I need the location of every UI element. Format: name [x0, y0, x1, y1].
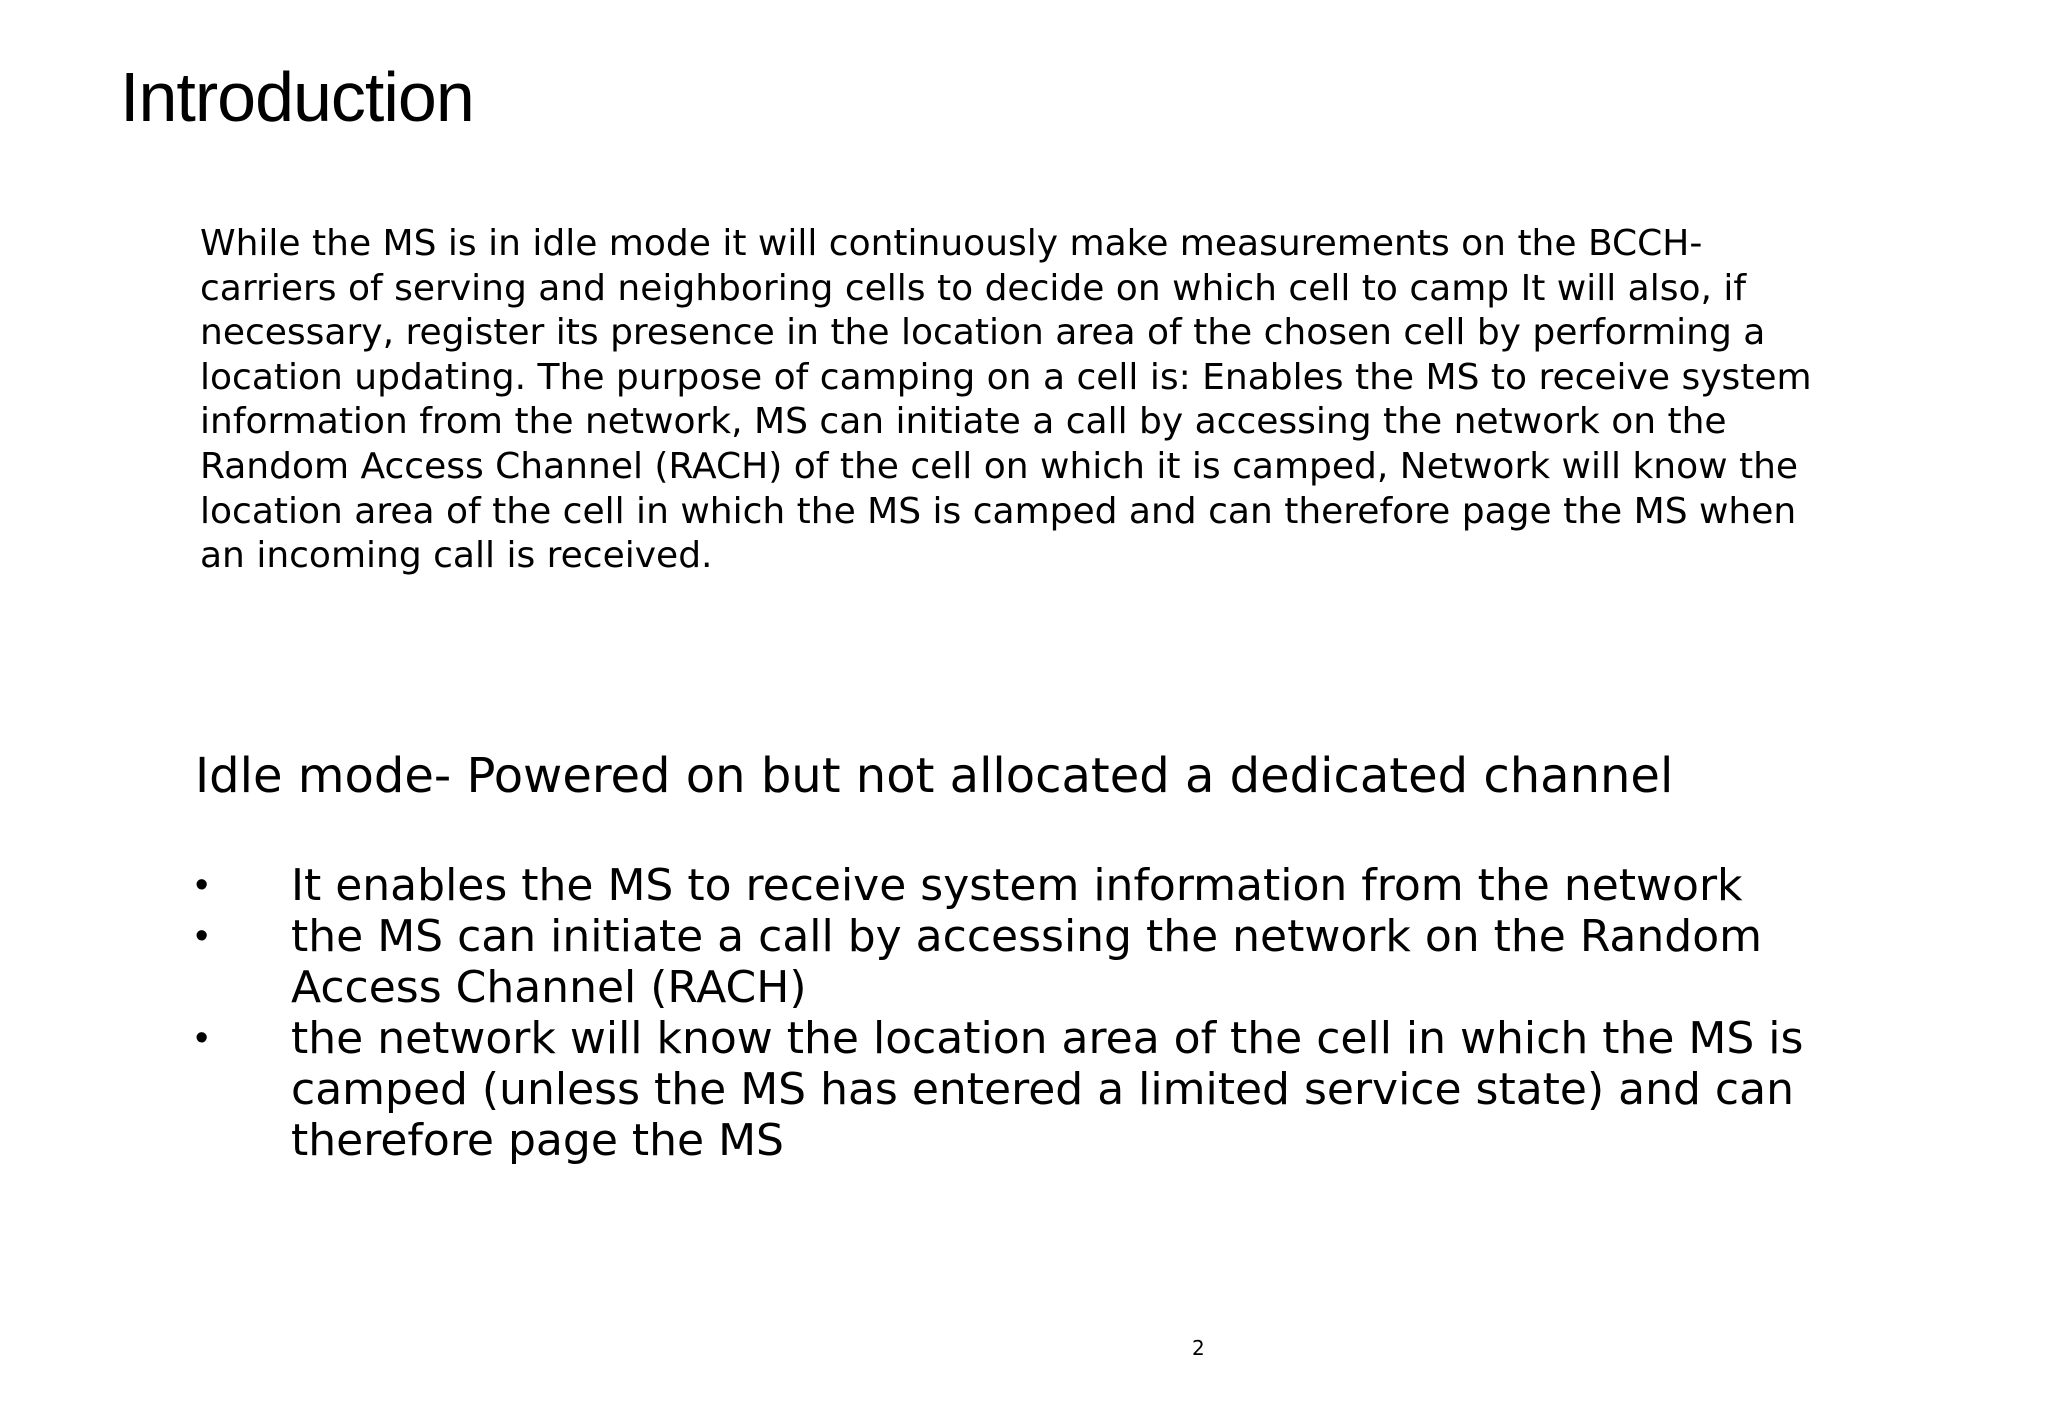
bullet-item	[195, 1013, 1895, 1166]
intro-line: necessary, register its presence in the location area of the chosen cell by performing a	[200, 312, 1766, 354]
idle-mode-heading: Idle mode- Powered on but not allocated a dedicated channel	[195, 748, 1674, 804]
intro-paragraph	[200, 222, 1900, 579]
bullet-point-icon: •	[195, 1017, 209, 1059]
bullet-list	[195, 860, 1895, 1166]
page-number: 2	[1192, 1336, 1205, 1360]
intro-line: location updating. The purpose of camping on a cell is: Enables the MS to receive system	[200, 356, 1812, 398]
page-title: Introduction	[120, 58, 474, 136]
intro-line: carriers of serving and neighboring cells to decide on which cell to camp It will also, if	[200, 267, 1747, 309]
bullet-item	[195, 911, 1895, 1013]
bullet-line: camped (unless the MS has entered a limited service state) and can	[291, 1064, 1794, 1115]
bullet-point-icon: •	[195, 864, 209, 906]
bullet-line: the MS can initiate a call by accessing the network on the Random	[291, 911, 1762, 962]
bullet-line: the network will know the location area of the cell in which the MS is	[291, 1013, 1804, 1064]
intro-line: information from the network, MS can initiate a call by accessing the network on the	[200, 401, 1727, 443]
intro-line: While the MS is in idle mode it will continuously make measurements on the BCCH-	[200, 223, 1703, 264]
bullet-point-icon: •	[195, 915, 209, 957]
bullet-line: It enables the MS to receive system information from the network	[291, 860, 1743, 911]
intro-line: an incoming call is received.	[200, 535, 713, 577]
bullet-line: Access Channel (RACH)	[291, 962, 807, 1013]
bullet-line: therefore page the MS	[291, 1115, 784, 1166]
bullet-item	[195, 860, 1895, 911]
intro-line: location area of the cell in which the MS is camped and can therefore page the MS when	[200, 490, 1797, 532]
intro-line: Random Access Channel (RACH) of the cell on which it is camped, Network will know the	[200, 445, 1799, 487]
